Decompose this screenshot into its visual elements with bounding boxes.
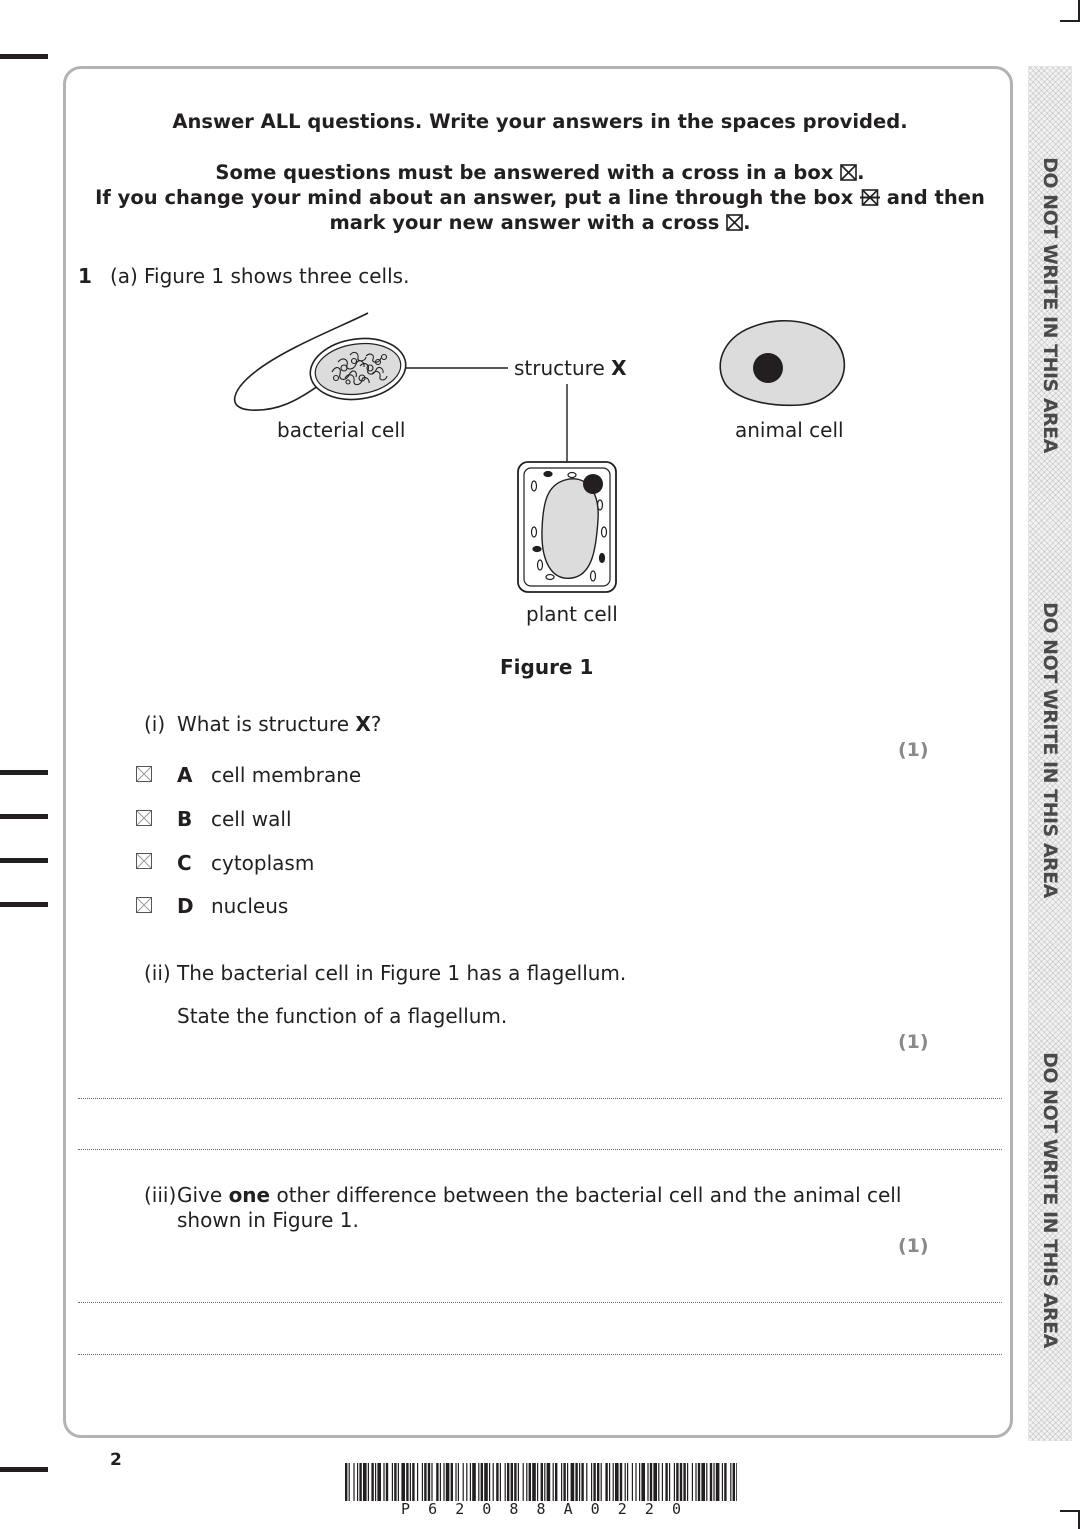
sub-ii-line1: The bacterial cell in Figure 1 has a flagellum. xyxy=(177,961,627,985)
answer-line[interactable] xyxy=(78,1098,1002,1099)
box-cross-icon xyxy=(137,898,151,912)
option-a-letter: A xyxy=(177,763,193,787)
answer-line[interactable] xyxy=(78,1302,1002,1303)
sub-iii-line1: Give one other difference between the bacterial cell and the animal cell xyxy=(177,1183,902,1207)
instructions-line2: Some questions must be answered with a cross in a box . xyxy=(215,161,865,184)
option-c-text: cytoplasm xyxy=(211,851,315,875)
question-part: (a) xyxy=(110,264,138,288)
sub-iii-line2: shown in Figure 1. xyxy=(177,1208,359,1232)
box-cross-icon xyxy=(137,811,151,825)
option-a-checkbox[interactable] xyxy=(136,766,152,782)
animal-cell-drawing xyxy=(720,321,844,406)
option-b-text: cell wall xyxy=(211,807,292,831)
barcode-icon xyxy=(345,1463,737,1501)
plant-cell-drawing xyxy=(518,462,616,592)
sub-ii-numeral: (ii) xyxy=(144,961,171,985)
sub-ii-mark: (1) xyxy=(898,1031,929,1053)
answer-line[interactable] xyxy=(78,1149,1002,1150)
sub-i-mark: (1) xyxy=(898,739,929,761)
box-cross-icon xyxy=(137,767,151,781)
label-structure-x: structure X xyxy=(514,356,627,380)
page-number: 2 xyxy=(110,1450,122,1470)
question-stem: Figure 1 shows three cells. xyxy=(144,264,410,288)
margin-bar xyxy=(0,858,48,863)
figure-caption: Figure 1 xyxy=(500,655,594,679)
option-b-letter: B xyxy=(177,807,193,831)
label-bacterial-cell: bacterial cell xyxy=(277,418,406,442)
question-number: 1 xyxy=(78,264,92,288)
sub-i-question: What is structure X? xyxy=(177,712,382,736)
figure-1-cells xyxy=(0,0,1080,700)
option-c-checkbox[interactable] xyxy=(136,853,152,869)
option-d-letter: D xyxy=(177,894,194,918)
margin-bar xyxy=(0,814,48,819)
option-b-checkbox[interactable] xyxy=(136,810,152,826)
option-c-letter: C xyxy=(177,851,192,875)
box-cross-icon xyxy=(137,854,151,868)
margin-bar xyxy=(0,770,48,775)
instructions-line3: If you change your mind about an answer, put a line through the box and then xyxy=(95,186,985,209)
bacterial-cell-drawing xyxy=(235,313,410,410)
margin-bar xyxy=(0,902,48,907)
crop-mark-bottom-right xyxy=(1060,1510,1080,1529)
margin-bar xyxy=(0,1467,48,1472)
answer-line[interactable] xyxy=(78,1354,1002,1355)
option-a-text: cell membrane xyxy=(211,763,362,787)
sub-iii-numeral: (iii) xyxy=(144,1183,177,1207)
instructions-line1: Answer ALL questions. Write your answers in the spaces provided. xyxy=(172,110,908,133)
label-animal-cell: animal cell xyxy=(735,418,844,442)
sub-i-numeral: (i) xyxy=(144,712,166,736)
instructions-line4: mark your new answer with a cross . xyxy=(329,211,751,234)
sub-ii-line2: State the function of a flagellum. xyxy=(177,1004,508,1028)
label-plant-cell: plant cell xyxy=(526,602,618,626)
barcode-text: P 6 2 0 8 8 A 0 2 2 0 xyxy=(401,1500,681,1518)
sub-iii-mark: (1) xyxy=(898,1235,929,1257)
option-d-text: nucleus xyxy=(211,894,289,918)
option-d-checkbox[interactable] xyxy=(136,897,152,913)
